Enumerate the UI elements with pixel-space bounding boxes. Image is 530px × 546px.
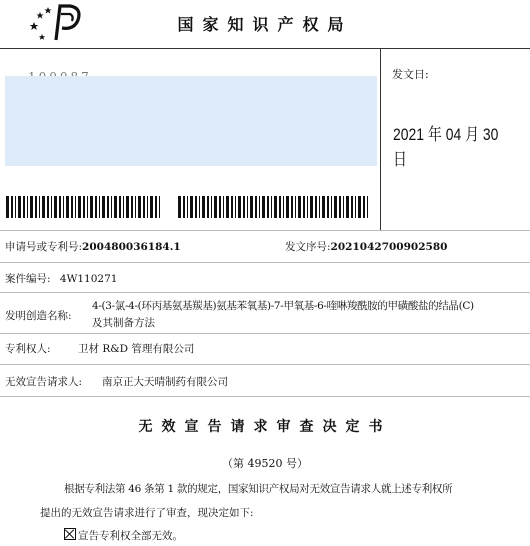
barcode-bar (107, 196, 109, 218)
decision-title: 无效宣告请求审查决定书 (138, 419, 392, 435)
requester: 南京正大天晴制药有限公司 (102, 376, 228, 388)
case-no: 4W110271 (59, 273, 118, 285)
doc-no-label: 发文序号: (285, 241, 331, 253)
barcode-bar (75, 196, 76, 218)
barcode-bar (147, 196, 148, 218)
invention-name-label: 发明创造名称: (5, 310, 72, 322)
barcode-bar (199, 196, 200, 218)
barcode-bar (363, 196, 365, 218)
barcode-bar (214, 196, 217, 218)
decision-option (64, 528, 183, 543)
barcode-bar (11, 196, 13, 218)
barcode-bar (315, 196, 317, 218)
barcode-bar (267, 196, 269, 218)
barcode-bar (219, 196, 221, 218)
barcode-bar (346, 196, 349, 218)
row-divider (0, 396, 530, 397)
doc-no: 2021042700902580 (330, 241, 448, 253)
doc-no-row (285, 239, 447, 254)
barcode-bar (271, 196, 272, 218)
barcode-bar (358, 196, 361, 218)
barcode-bar (231, 196, 233, 218)
barcode-bar (51, 196, 52, 218)
barcode-bar (310, 196, 313, 218)
barcode-bar (202, 196, 205, 218)
barcode-bar (123, 196, 124, 218)
header-divider (0, 48, 530, 49)
barcode-bar (187, 196, 188, 218)
barcode-bar (131, 196, 133, 218)
invention-name-line2: 及其制备方法 (92, 317, 155, 329)
barcode-bar (274, 196, 277, 218)
barcode-bar (35, 196, 37, 218)
dispatch-date-label: 发文日: (392, 68, 429, 81)
application-no-row (5, 239, 181, 254)
barcode-bar (135, 196, 136, 218)
barcode-bar (319, 196, 320, 218)
barcode-bar (47, 196, 49, 218)
barcode-bar (226, 196, 229, 218)
barcode-bar (30, 196, 33, 218)
barcode-bar (327, 196, 329, 218)
barcode-bar (71, 196, 73, 218)
barcode-bar (95, 196, 97, 218)
barcode-bar (259, 196, 260, 218)
barcode-bar (238, 196, 241, 218)
barcode-left (6, 196, 162, 218)
barcode-bar (54, 196, 57, 218)
patentee-label: 专利权人: (5, 343, 51, 355)
barcode-bar (66, 196, 69, 218)
barcode-bar (183, 196, 185, 218)
barcode-bar (39, 196, 40, 218)
barcode-bar (78, 196, 81, 218)
decision-paragraph-line2: 提出的无效宣告请求进行了审查，现决定如下: (40, 507, 254, 519)
barcode-bar (59, 196, 61, 218)
row-divider (0, 364, 530, 365)
barcode-bar (63, 196, 64, 218)
barcode-bar (23, 196, 25, 218)
barcode-bar (15, 196, 16, 218)
barcode-bar (298, 196, 301, 218)
barcode-bar (339, 196, 341, 218)
barcode-bar (83, 196, 85, 218)
case-no-label: 案件编号: (5, 273, 51, 285)
checked-box-icon (64, 528, 76, 540)
row-divider (0, 333, 530, 334)
barcode-bar (114, 196, 117, 218)
redacted-address-block (5, 76, 377, 166)
barcode-bar (90, 196, 93, 218)
barcode-bar (250, 196, 253, 218)
barcode-bar (178, 196, 181, 218)
barcode-bar (190, 196, 193, 218)
patentee: 卫材 R&D 管理有限公司 (78, 343, 195, 355)
barcode-bar (126, 196, 129, 218)
barcode-bar (303, 196, 305, 218)
vertical-divider (380, 48, 381, 230)
barcode-bar (207, 196, 209, 218)
barcode-bar (283, 196, 284, 218)
invention-name-line1: 4-(3-氯-4-(环丙基氨基羰基)氨基苯氧基)-7-甲氧基-6-喹啉羧酰胺的甲磺酸盐的结晶(C) (92, 300, 474, 312)
barcode-bar (159, 196, 160, 218)
barcode-bar (42, 196, 45, 218)
application-no: 200480036184.1 (82, 241, 181, 253)
barcode-bar (18, 196, 21, 218)
case-no-row (5, 271, 117, 286)
office-name: 国家知识产权局 (177, 15, 353, 34)
barcode-bar (307, 196, 308, 218)
barcode-bar (331, 196, 332, 218)
barcode-bar (223, 196, 224, 218)
barcode-bar (247, 196, 248, 218)
barcode-bar (262, 196, 265, 218)
barcode-bar (87, 196, 88, 218)
decision-number: （第 49520 号） (222, 457, 308, 470)
barcode-bar (27, 196, 28, 218)
barcode-bar (102, 196, 105, 218)
barcode-right (178, 196, 372, 218)
decision-option-label: 宣告专利权全部无效。 (78, 530, 183, 542)
barcode-bar (355, 196, 356, 218)
barcode-bar (286, 196, 289, 218)
barcode-bar (235, 196, 236, 218)
decision-paragraph-line1: 根据专利法第 46 条第 1 款的规定，国家知识产权局对无效宣告请求人就上述专利权所 (64, 483, 453, 495)
application-no-label: 申请号或专利号: (5, 241, 83, 253)
barcode-bar (255, 196, 257, 218)
barcode-bar (334, 196, 337, 218)
barcode-bar (351, 196, 353, 218)
barcode-bar (211, 196, 212, 218)
row-divider (0, 292, 530, 293)
barcode-bar (150, 196, 153, 218)
barcode-bar (143, 196, 145, 218)
row-divider (0, 230, 530, 231)
requester-label: 无效宣告请求人: (5, 376, 83, 388)
barcode-bar (367, 196, 368, 218)
row-divider (0, 262, 530, 263)
barcode-bar (279, 196, 281, 218)
barcode-bar (291, 196, 293, 218)
barcode-bar (322, 196, 325, 218)
barcode-bar (243, 196, 245, 218)
dispatch-date: 2021 年 04 月 30 日 (393, 125, 499, 169)
barcode-bar (155, 196, 157, 218)
barcode-bar (6, 196, 9, 218)
barcode-bar (138, 196, 141, 218)
barcode-bar (119, 196, 121, 218)
barcode-bar (111, 196, 112, 218)
barcode-bar (295, 196, 296, 218)
barcode-bar (195, 196, 197, 218)
barcode-bar (99, 196, 100, 218)
barcode-bar (343, 196, 344, 218)
